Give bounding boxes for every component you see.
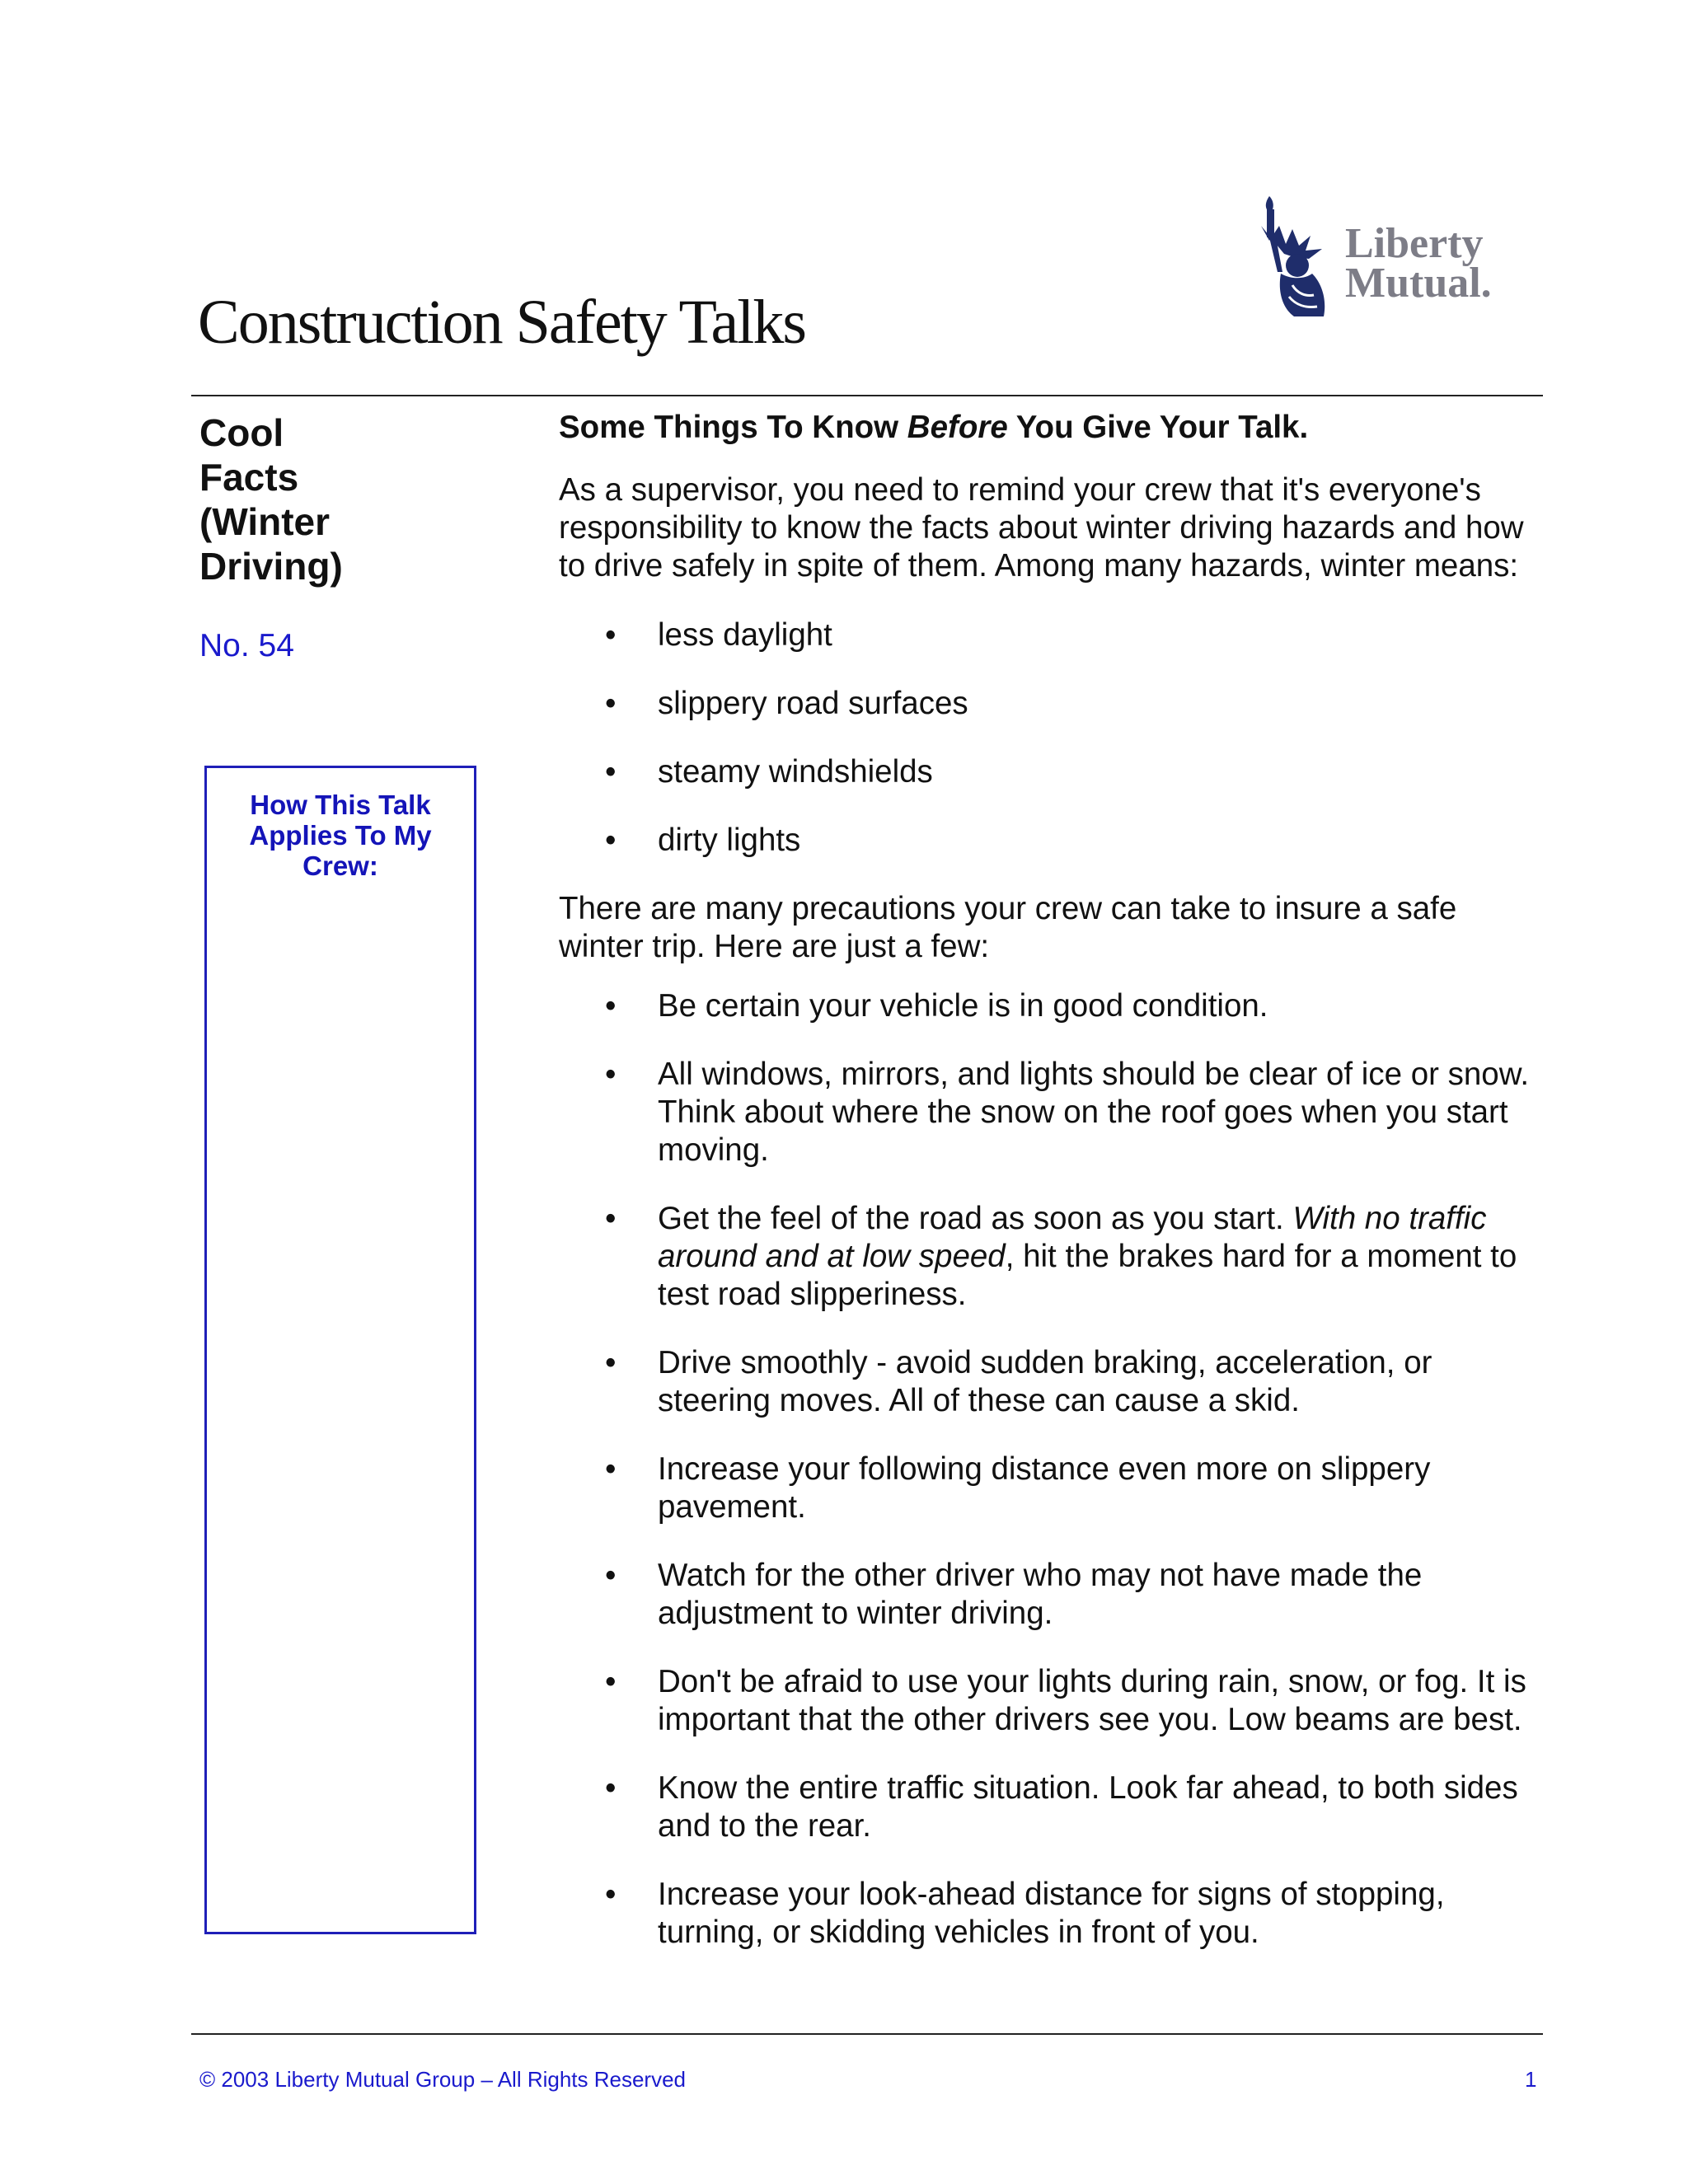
precaution-text: All windows, mirrors, and lights should be clear of ice or snow. Think about where the snow on the roof goes when you start moving. (658, 1057, 1530, 1168)
list-item (559, 1056, 1540, 1169)
bullet-icon: • (605, 1201, 617, 1236)
precautions-list (559, 987, 1540, 1952)
precaution-text: Don't be afraid to use your lights during rain, snow, or fog. It is important that the other drivers see you. Low beams are best. (658, 1664, 1526, 1737)
heading-emphasis: Before (907, 410, 1008, 445)
intro-paragraph: As a supervisor, you need to remind your crew that it's everyone's responsibility to know the facts about winter driving hazards and how to drive safely in spite of them. Among many hazards, winter means: (559, 472, 1524, 583)
heading-part1: Some Things To Know (559, 410, 907, 445)
talk-topic (199, 410, 447, 588)
bullet-icon: • (605, 1057, 617, 1092)
list-item (559, 1663, 1540, 1739)
bullet-icon: • (605, 1664, 617, 1699)
crew-notes-box (204, 766, 476, 1934)
logo-wordmark (1345, 220, 1492, 307)
crew-box-label: How This Talk Applies To My Crew: (249, 790, 432, 881)
talk-number: No. 54 (199, 628, 294, 663)
logo-line1: Liberty (1345, 220, 1484, 267)
topic-line: Driving) (199, 545, 343, 588)
section-heading (559, 409, 1540, 447)
logo-line2: Mutual. (1345, 260, 1492, 307)
list-item (559, 753, 1540, 791)
bullet-icon: • (605, 1451, 617, 1487)
footer-divider (191, 2033, 1543, 2035)
bullet-icon: • (605, 617, 617, 653)
list-item (559, 1344, 1540, 1420)
talk-body (559, 409, 1540, 1982)
precaution-text: Be certain your vehicle is in good condition. (658, 988, 1268, 1024)
list-item (559, 822, 1540, 860)
bullet-icon: • (605, 1770, 617, 1806)
bullet-icon: • (605, 754, 617, 790)
list-item (559, 1769, 1540, 1845)
hazards-list (559, 616, 1540, 860)
hazard-text: slippery road surfaces (658, 686, 968, 721)
topic-line: Cool (199, 411, 284, 454)
page-number: 1 (1525, 2067, 1537, 2092)
precaution-text (658, 1201, 1517, 1312)
precaution-text: Know the entire traffic situation. Look far ahead, to both sides and to the rear. (658, 1770, 1518, 1844)
precaution-text-after: , hit the brakes hard for a moment to test road slipperiness. (658, 1239, 1517, 1312)
precaution-text-before: Get the feel of the road as soon as you start. (658, 1201, 1293, 1236)
precaution-text: Increase your look-ahead distance for signs of stopping, turning, or skidding vehicles in front of you. (658, 1877, 1445, 1950)
bullet-icon: • (605, 1345, 617, 1380)
bullet-icon: • (605, 1558, 617, 1593)
header-divider (191, 395, 1543, 396)
topic-line: (Winter (199, 500, 331, 543)
list-item (559, 1876, 1540, 1952)
list-item (559, 1557, 1540, 1633)
list-item (559, 1200, 1540, 1314)
list-item (559, 1451, 1540, 1526)
precautions-intro: There are many precautions your crew can take to insure a safe winter trip. Here are just a few: (559, 891, 1457, 964)
list-item (559, 685, 1540, 723)
copyright-notice: © 2003 Liberty Mutual Group – All Rights Reserved (199, 2067, 687, 2092)
heading-part2: You Give Your Talk. (1007, 410, 1309, 445)
hazard-text: dirty lights (658, 823, 801, 858)
list-item (559, 616, 1540, 654)
bullet-icon: • (605, 823, 617, 858)
bullet-icon: • (605, 686, 617, 721)
precaution-emphasis: With no traffic around and at low speed (658, 1201, 1487, 1274)
hazard-text: less daylight (658, 617, 832, 653)
statue-of-liberty-icon (1245, 193, 1343, 316)
topic-line: Facts (199, 456, 299, 499)
liberty-mutual-logo (1212, 165, 1558, 342)
precaution-text: Drive smoothly - avoid sudden braking, acceleration, or steering moves. All of these can cause a skid. (658, 1345, 1432, 1418)
page-title: Construction Safety Talks (198, 288, 805, 357)
bullet-icon: • (605, 1877, 617, 1912)
bullet-icon: • (605, 988, 617, 1024)
list-item (559, 987, 1540, 1025)
hazard-text: steamy windshields (658, 754, 933, 790)
precaution-text: Increase your following distance even more on slippery pavement. (658, 1451, 1431, 1525)
precaution-text: Watch for the other driver who may not have made the adjustment to winter driving. (658, 1558, 1423, 1631)
